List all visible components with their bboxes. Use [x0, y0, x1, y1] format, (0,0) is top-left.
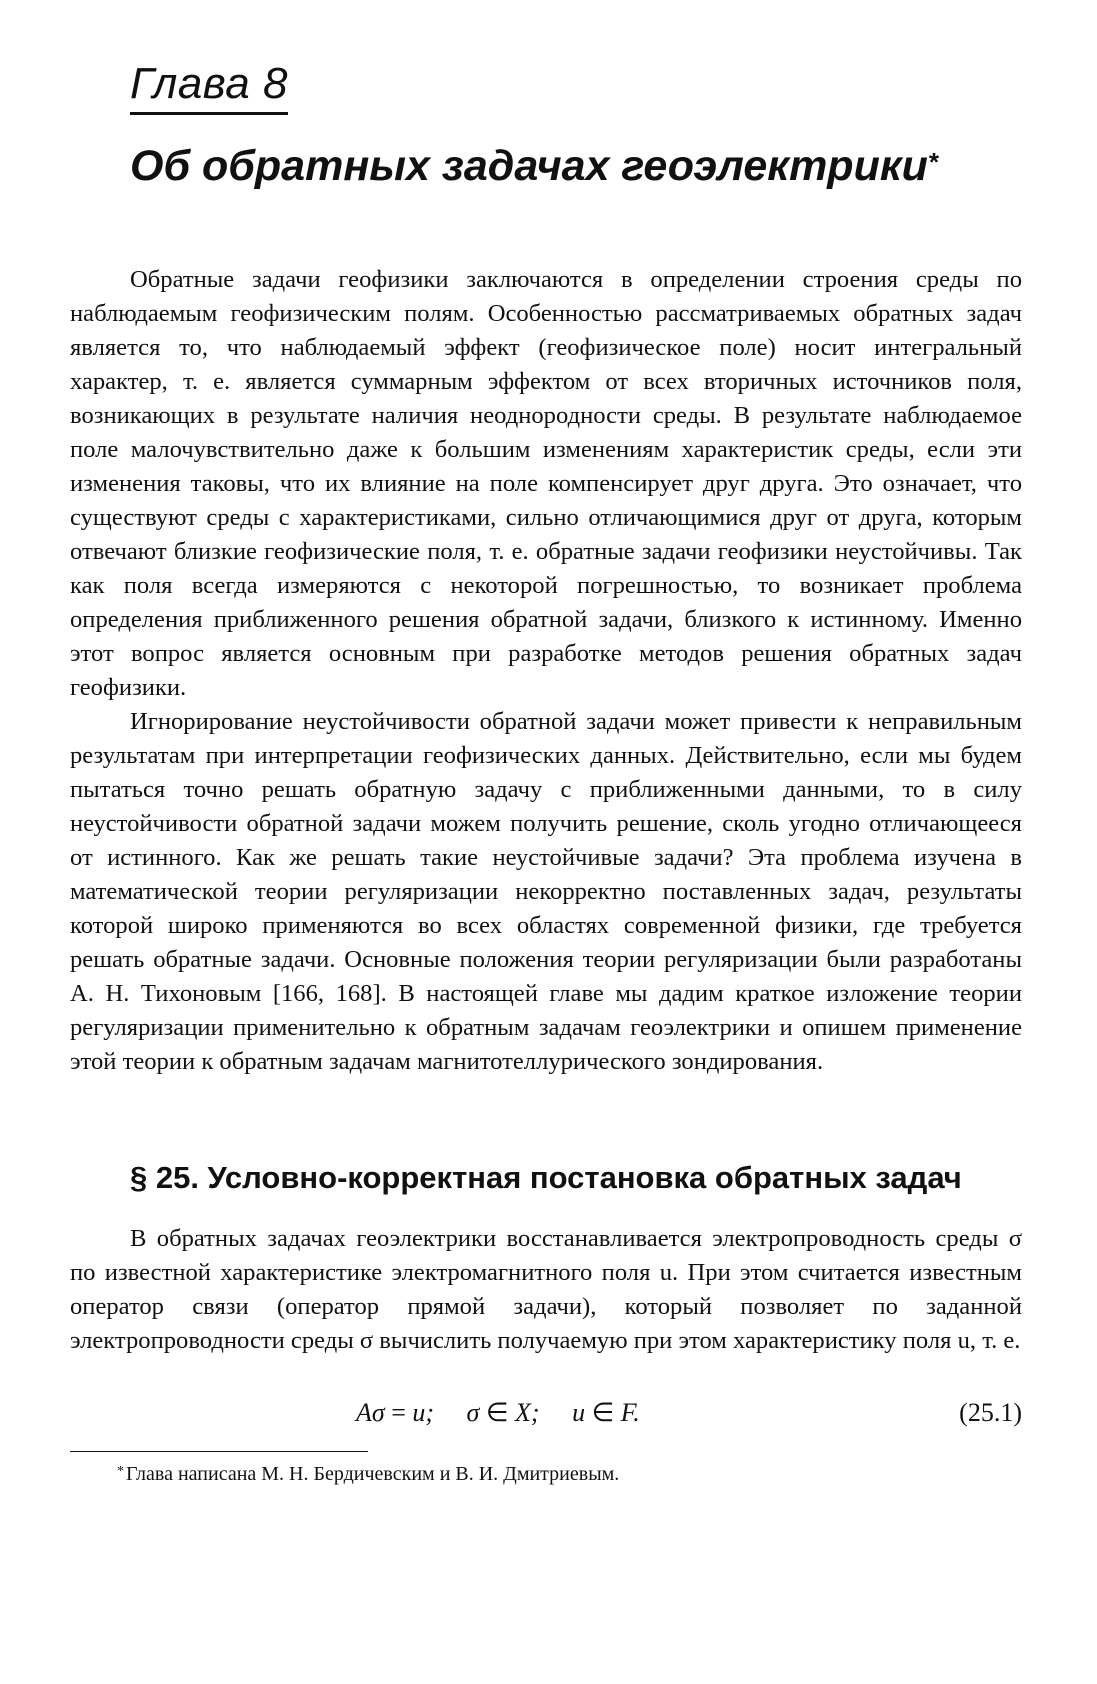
equation-part-4: F. — [614, 1398, 640, 1427]
footnote-mark: * — [117, 1464, 124, 1479]
equals-sign: = — [391, 1398, 406, 1427]
intro-paragraph-2: Игнорирование неустойчивости обратной задачи может привести к неправильным результатам при интерпретации геофизических данных. Действительно, если мы будем пытаться точно решать обратную задачу с приближенными данными, то в силу неустойчивости обратной задачи можем получить решение, сколь угодно отличающееся от истинного. Как же решать такие неустойчивые задачи? Эта проблема изучена в математической теории регуляризации некорректно поставленных задач, результаты которой широко применяются во всех областях современной физики, где требуется решать обратные задачи. Основные положения теории регуляризации были разработаны А. Н. Тихоновым [166, 168]. В настоящей главе мы дадим краткое изложение теории регуляризации применительно к обратным задачам геоэлектрики и опишем применение этой теории к обратным задачам магнитотеллурического зондирования. — [70, 708, 1022, 1075]
element-of-sign: ∈ — [591, 1398, 615, 1427]
section-heading: § 25. Условно-корректная постановка обратных задач — [130, 1160, 962, 1195]
chapter-title — [130, 140, 1030, 192]
chapter-title-text: Об обратных задачах геоэлектрики — [130, 142, 928, 190]
footnote — [117, 1460, 619, 1488]
equation-part-2: u; σ — [405, 1398, 486, 1427]
footnote-reference-mark: * — [927, 147, 939, 177]
chapter-label: Глава 8 — [130, 58, 288, 115]
equation-row — [70, 1395, 1022, 1431]
footnote-text: Глава написана М. Н. Бердичевским и В. И. Дмитриевым. — [126, 1463, 620, 1485]
footnote-divider — [70, 1451, 368, 1452]
intro-paragraph-1: Обратные задачи геофизики заключаются в определении строения среды по наблюдаемым геофизическим полям. Особенностью рассматриваемых обратных задач является то, что наблюдаемый эффект (геофизическое поле) носит интегральный характер, т. е. является суммарным эффектом от всех вторичных источников поля, возникающих в результате наличия неоднородности среды. В результате наблюдаемое поле малочувствительно даже к большим изменениям характеристик среды, если эти изменения таковы, что их влияние на поле компенсирует друг друга. Это означает, что существуют среды с характеристиками, сильно отличающимися друг от друга, которым отвечают близкие геофизические поля, т. е. обратные задачи геофизики неустойчивы. Так как поля всегда измеряются с некоторой погрешностью, то возникает проблема определения приближенного решения обратной задачи, близкого к истинному. Именно этот вопрос является основным при разработке методов решения обратных задач геофизики. — [70, 266, 1022, 701]
equation-part-1: Aσ — [356, 1398, 392, 1427]
equation-part-3: X; u — [508, 1398, 592, 1427]
element-of-sign: ∈ — [485, 1398, 509, 1427]
intro-text — [70, 263, 1022, 1079]
equation-25-1 — [356, 1395, 640, 1431]
section-paragraph: В обратных задачах геоэлектрики восстанавливается электропроводность среды σ по известной характеристике электромагнитного поля u. При этом считается известным оператор связи (оператор прямой задачи), который позволяет по заданной электропроводности среды σ вычислить получаемую при этом характеристику поля u, т. е. — [70, 1225, 1022, 1354]
section-text — [70, 1222, 1022, 1358]
equation-number: (25.1) — [959, 1398, 1022, 1427]
